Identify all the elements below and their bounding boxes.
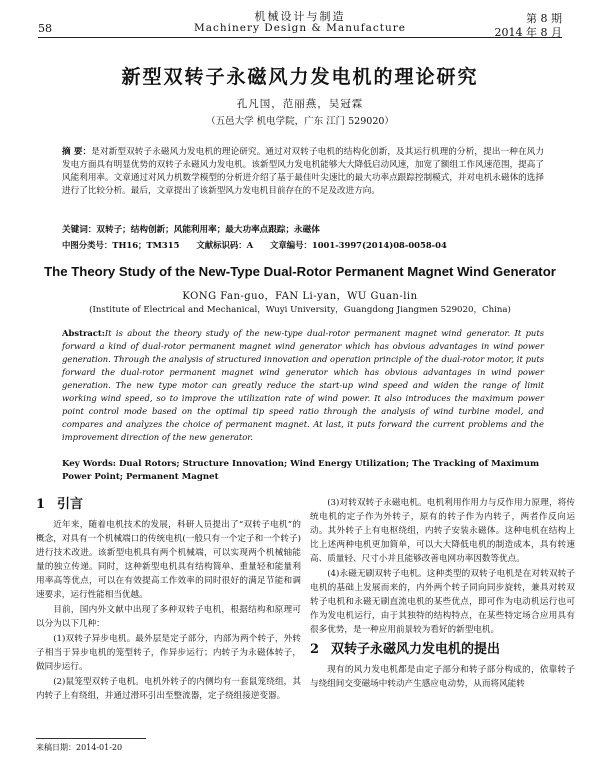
received-date: 来稿日期：2014-01-20 [36, 743, 123, 752]
page-number: 58 [38, 22, 52, 35]
article-title-cn: 新型双转子永磁风力发电机的理论研究 [121, 66, 479, 88]
paragraph: (4)永磁无刷双转子电机。这种类型的双转子电机是在对转双转子电机的基础上发展而来的，内外两个转子同向同步旋转，兼具对转双转子电机和永磁无刷直流电机的某些优点，即可作为电动机运行也可作为发电机运行，由于其独特的结构特点，在某些特定场合应用具有很多优势，是一种应用前景较为看好的新型电机。 [310, 569, 575, 635]
abstract-text-cn: 是对新型双转子永磁风力发电机的理论研究。通过对双转子电机的结构化创新，及其运行机理的分析，提出一种在风力发电方面具有明显优势的双转子永磁风力发电机。该新型风力发电机能够大大降低启动风速，加宽了额组工作风速范围，提高了风能利用率。文章通过对风力机数学模型的分析进介绍了基于最佳叶尖速比的最大功率点跟踪控制模式，并对电机永磁体的选择进行了比较分析。最后，文章提出了该新型风力发电机目前存在的不足及改进方向。 [62, 147, 544, 196]
issue-number: 第 8 期 [526, 12, 562, 25]
keywords-en: Key Words: Dual Rotors; Structure Innovation; Wind Energy Utilization; The Tracking of Maximum Power Point; Permanent Magnet [62, 459, 540, 482]
abstract-label-en: Abstract: [62, 328, 105, 338]
paragraph: 目前，国内外文献中出现了多种双转子电机，根据结构和原理可以分为以下几种： [36, 605, 301, 629]
affiliation-cn: （五邑大学 机电学院，广东 江门 529020） [206, 116, 394, 127]
document-code: 文献标识码：A [196, 240, 254, 250]
abstract-label-cn: 摘 要： [62, 147, 92, 157]
section-title: 引言 [57, 497, 84, 512]
running-head [38, 8, 562, 38]
paragraph: 近年来，随着电机技术的发展，科研人员提出了“双转子电机”的概念，对具有一个机械端口的传统电机(一般只有一个定子和一个转子)进行技术改进。该新型电机具有两个机械端，可以实现两个机械轴能量的独立传递。同时，这种新型电机具有结构简单、重量轻和能量利用率高等优点，可以在有效提高工作效率的同时很好的满足节能和调速要求，运行性能相当优越。 [36, 520, 301, 600]
paragraph: 现有的风力发电机都是由定子部分和转子部分构成的，依靠转子与绕组间交变磁场中转动产生感应电动势，从而将风能转 [310, 665, 575, 689]
abstract-cn [62, 146, 544, 198]
journal-name-en: Machinery Design & Manufacture [194, 22, 406, 34]
article-number: 文章编号：1001-3997(2014)08-0058-04 [270, 240, 447, 250]
section-number: 1 [36, 497, 46, 512]
paragraph: (1)双转子异步电机。最外层是定子部分，内部为两个转子，外转子相当于异步电机的笼型转子，作异步运行；内转子为永磁体转子，做同步运行。 [36, 634, 301, 672]
footnote-divider [36, 738, 146, 739]
authors-cn: 孔凡国，范丽燕，吴冠霖 [236, 98, 364, 110]
header-divider [38, 37, 562, 38]
affiliation-en: (Institute of Electrical and Mechanical，Wuyi University，Guangdong Jiangmen 529020，China) [89, 305, 511, 315]
body-column-left [36, 496, 301, 704]
keywords-cn: 关键词：双转子；结构创新；风能利用率；最大功率点跟踪；永磁体 [62, 225, 320, 235]
classification-line [62, 239, 544, 251]
paragraph: (2)鼠笼型双转子电机。电机外转子的内侧均有一套鼠笼绕组，其内转子上有绕组，并通过滑环引出至整流器，定子绕组接逆变器。 [36, 677, 301, 701]
section-title: 双转子永磁风力发电机的提出 [331, 642, 501, 657]
paragraph: (3)对转双转子永磁电机。电机利用作用力与反作用力原理，将传统电机的定子作为外转子，原有的转子作为内转子，两者作反向运动。其外转子上有电枢绕组，内转子安装永磁体。这种电机在结构上比上述两种电机更加简单，可以大大降低电机的制造成本，具有转速高、质量轻、尺寸小并且能够改善电网功率因数等优点。 [310, 498, 575, 564]
journal-name-cn: 机械设计与制造 [254, 10, 346, 23]
section-number: 2 [310, 642, 320, 657]
abstract-text-en: It is about the theory study of the new-type dual-rotor permanent magnet wind generator. It puts forward a kind of dual-rotor permanent magnet wind generator which has obvious advantages in wind power generation. Through the analysis of structured innovation and operation principle of the dual-rotor motor, it puts forward the dual-rotor permanent magnet wind generator which has obvious advantages in wind power generation. The new type motor can greatly reduce the start-up wind speed and widen the range of limit working wind speed, so to improve the utilization rate of wind power. It also introduces the maximum power point control mode based on the optimal tip speed ratio through the analysis of wind turbine model, and compares and analyzes the choice of permanent magnet. At last, it puts forward the current problems and the improvement direction of the new generator. [62, 328, 544, 442]
section-heading-2 [310, 643, 575, 657]
section-heading-1 [36, 498, 301, 512]
abstract-en [62, 327, 544, 444]
article-title-en: The Theory Study of the New-Type Dual-Rotor Permanent Magnet Wind Generator [44, 264, 556, 279]
issue-date: 2014 年 8 月 [494, 26, 562, 39]
body-column-right [310, 496, 575, 692]
authors-en: KONG Fan-guo，FAN Li-yan，WU Guan-lin [182, 291, 418, 302]
class-number: 中图分类号：TH16；TM315 [62, 240, 180, 250]
